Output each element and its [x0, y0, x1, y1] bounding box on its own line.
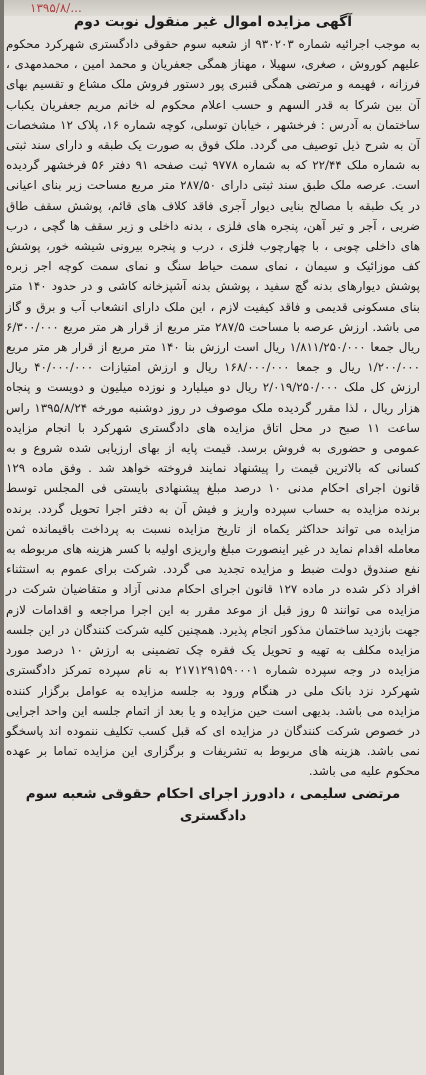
page-edge-shadow — [0, 0, 4, 1075]
notice-body: به موجب اجرائیه شماره ۹۳۰۲۰۳ از شعبه سوم حقوقی دادگستری شهرکرد محکوم علیهم کوروش ، صغری، سهیلا ، مهناز همگی جعفریان و محمد امین ، محمدمهدی ، فرزانه ، فهیمه و مرتضی همگی قنبری پور دستور فروش ملک مشاع و تقسیم بهای آن بین شرکا به قدر السهم و حسب اعلام محکوم له خانم مریم جعفریان یکباب ساختمان به آدرس : فرخشهر ، خیابان توسلی، کوچه شماره ۱۶، پلاک ۱۲ مشخصات آن به شرح ذیل توصیف می گردد. ملک فوق به صورت یک طبقه و دارای سند ثبتی به شماره ملک ۲۲/۴۴ که به شماره ۹۷۷۸ ثبت صفحه ۹۱ دفتر ۵۶ فرخشهر گردیده است. عرصه ملک طبق سند ثبتی دارای ۲۸۷/۵۰ متر مربع مساحت زیر بنای اعیانی در یک طبقه با مصالح بنایی دیوار آجری فاقد کلاف های قائم، پوشش سقف طاق ضربی ، آجر و تیر آهن، پنجره های فلزی ، بدنه داخلی و زیر سقف ها گچی ، درب های داخلی چوبی ، با چهارچوب فلزی ، درب و پنجره بیرونی شیشه خور، پوشش کف موزائیک و سیمان ، نمای سمت حیاط سنگ و نمای سمت کوچه اجر زبره پوشش دیوارهای بدنه گچ سفید ، پوشش بدنه آشپزخانه کاشی و در حدود ۱۴۰ متر بنای مسکونی قدیمی و فاقد کیفیت لازم ، این ملک دارای انشعاب آب و برق و گاز می باشد. ارزش عرصه با مساحت ۲۸۷/۵ متر مربع از قرار هر متر مربع ۶/۳۰۰/۰۰۰ ریال جمعا ۱/۸۱۱/۲۵۰/۰۰۰ ریال است ارزش بنا ۱۴۰ متر مربع از قرار هر متر مربع ۱/۲۰۰/۰۰۰ ریال و جمعا ۱۶۸/۰۰۰/۰۰۰ ریال و ارزش امتیازات ۴۰/۰۰۰/۰۰۰ ریال ارزش کل ملک ۲/۰۱۹/۲۵۰/۰۰۰ ریال دو میلیارد و نوزده میلیون و دویست و پنجاه هزار ریال ، لذا مقرر گردیده ملک موصوف در روز دوشنبه مورخه ۱۳۹۵/۸/۲۴ راس ساعت ۱۱ صبح در محل اتاق مزایده های دادگستری شهرکرد با انجام مزایده عمومی و حضوری به فروش برسد. قیمت پایه از بهای ارزیابی شده شروع و به کسانی که بالاترین قیمت را پیشنهاد نمایند فروخته خواهد شد . وفق ماده ۱۲۹ قانون اجرای احکام مدنی ۱۰ درصد مبلغ پیشنهادی بایستی فی المجلس توسط برنده مزایده به حساب سپرده واریز و فیش آن به دفتر اجرا تحویل گردد. برنده مزایده می تواند حداکثر یکماه از تاریخ مزایده نسبت به پرداخت باقیمانده ثمن معامله اقدام نماید در غیر اینصورت مبلغ واریزی اولیه با کسر هزینه های مربوطه به نفع صندوق دولت ضبط و مزایده تجدید می گردد. شرکت برای عموم به استثناء افراد ذکر شده در ماده ۱۲۷ قانون اجرای احکام مدنی آزاد و متقاضیان شرکت در مزایده می توانند ۵ روز قبل از موعد مقرر به این اجرا مراجعه و اقدامات لازم جهت بازدید ساختمان مذکور انجام پذیرد. همچنین کلیه شرکت کنندگان در این جلسه مزایده مکلف به تهیه و تحویل یک فقره چک تضمینی به ارزش ۱۰ درصد مورد مزایده در وجه سپرده شماره ۲۱۷۱۲۹۱۵۹۰۰۰۱ به نام سپرده تمرکز دادگستری شهرکرد نزد بانک ملی در هنگام ورود به جلسه مزایده به عوامل برگزار کننده مزایده می باشد. بدیهی است حین مزایده و یا بعد از اتمام جلسه این واحد اجرایی در خصوص شرکت کنندگان در مزایده ای که قبل کسب تکلیف ننموده اند پاسخگو نمی باشد. هزینه های مربوط به تشریفات و برگزاری این مزایده تماما بر عهده محکوم علیه می باشد. — [6, 37, 421, 779]
handwritten-date-mark: ۱۳۹۵/۸/... — [30, 1, 82, 15]
notice-signature: مرتضی سلیمی ، دادورز اجرای احکام حقوقی شعبه سوم دادگستری — [25, 785, 401, 824]
auction-notice — [6, 12, 420, 1069]
notice-title: آگهی مزایده اموال غیر منقول نوبت دوم — [73, 14, 353, 30]
